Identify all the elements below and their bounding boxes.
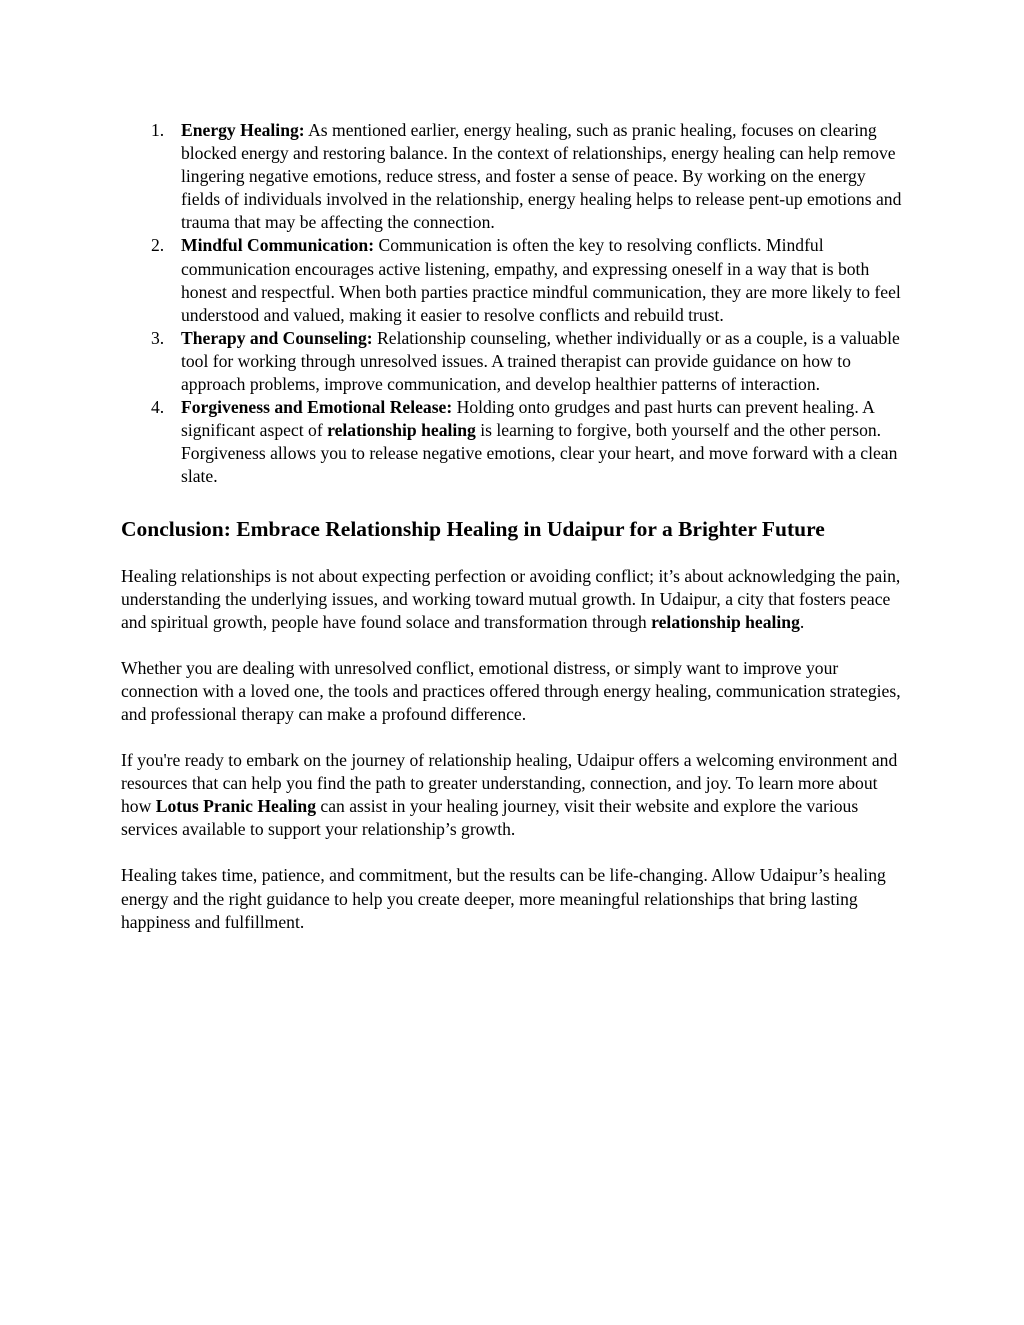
list-item-number: 4. [151, 397, 165, 418]
list-item-number: 3. [151, 327, 165, 348]
list-item-title: Mindful Communication: [181, 235, 375, 256]
paragraph-bold-text: relationship healing [651, 611, 800, 632]
list-item-title: Forgiveness and Emotional Release: [181, 397, 453, 418]
list-item-text: Communication is often the key to resolving conflicts. Mindful communication encourages active listening, empathy, and expressing oneself in a way that is both honest and respectful. When both parties practice mindful communication, they are more likely to feel understood and valued, making it easier to resolve conflicts and rebuild trust. [181, 235, 901, 325]
conclusion-paragraph-2: Whether you are dealing with unresolved conflict, emotional distress, or simply want to improve your connection with a loved one, the tools and practices offered through energy healing, communication strategies, and professional therapy can make a profound difference. [121, 657, 901, 724]
paragraph-text: Healing relationships is not about expecting perfection or avoiding conflict; it’s about acknowledging the pain, understanding the underlying issues, and working toward mutual growth. In Udaipur, a city that fosters peace and spiritual growth, people have found solace and transformation through [121, 565, 901, 632]
conclusion-paragraph-3 [121, 749, 907, 841]
list-item-text: Relationship counseling, whether individually or as a couple, is a valuable tool for working through unresolved issues. A trained therapist can provide guidance on how to approach problems, improve communication, and develop healthier patterns of interaction. [181, 327, 900, 395]
list-item [121, 327, 907, 396]
list-item-text: is learning to forgive, both yourself and the other person. Forgiveness allows you to release negative emotions, clear your heart, and move forward with a clean slate. [181, 420, 898, 487]
paragraph-text: If you're ready to embark on the journey of relationship healing, Udaipur offers a welcoming environment and resources that can help you find the path to greater understanding, connection, and joy. To learn more about how [121, 750, 898, 817]
list-item-text: As mentioned earlier, energy healing, such as pranic healing, focuses on clearing blocked energy and restoring balance. In the context of relationships, energy healing can help remove lingering negative emotions, reduce stress, and foster a sense of peace. By working on the energy fields of individuals involved in the relationship, energy healing helps to release pent-up emotions and trauma that may be affecting the connection. [181, 120, 902, 233]
list-item-text: Holding onto grudges and past hurts can prevent healing. A significant aspect of [181, 397, 874, 441]
conclusion-paragraph-4: Healing takes time, patience, and commitment, but the results can be life-changing. Allow Udaipur’s healing energy and the right guidance to help you create deeper, more meaningful relationships that bring lasting happiness and fulfillment. [121, 865, 886, 932]
paragraph-bold-text: Lotus Pranic Healing [155, 796, 317, 817]
list-item-title: Energy Healing: [181, 120, 305, 140]
healing-tips-list [121, 119, 907, 489]
conclusion-heading: Conclusion: Embrace Relationship Healing in Udaipur for a Brighter Future [121, 516, 825, 541]
paragraph-text: can assist in your healing journey, visit their website and explore the various services available to support your relationship’s growth. [121, 796, 859, 840]
list-item [121, 396, 907, 488]
list-item-bold-text: relationship healing [327, 420, 476, 441]
conclusion-paragraph-1 [121, 565, 907, 634]
list-item-number: 2. [151, 235, 165, 256]
paragraph-text: . [799, 611, 805, 632]
list-item [121, 119, 907, 234]
list-item [121, 234, 907, 326]
list-item-title: Therapy and Counseling: [181, 327, 373, 348]
document-page [121, 119, 907, 934]
list-item-number: 1. [151, 120, 165, 140]
